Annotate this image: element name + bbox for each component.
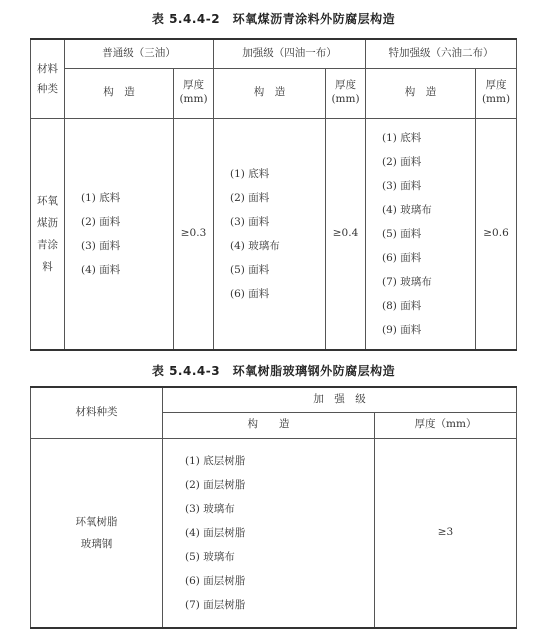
layer-item: (1) 底层树脂: [185, 454, 246, 467]
special-thickness: ≥0.6: [476, 118, 517, 350]
layer-item: (2) 面料: [382, 155, 422, 168]
header-construction-special: 构 造: [366, 68, 476, 118]
table1-coating-structure: [30, 38, 517, 351]
layer-item: (2) 面料: [230, 191, 270, 204]
layer-item: (4) 玻璃布: [382, 203, 432, 216]
header-construction-normal: 构 造: [65, 68, 174, 118]
header-thickness: 厚度（mm）: [375, 412, 517, 438]
layer-item: (2) 面层树脂: [185, 478, 246, 491]
layer-item: (3) 面料: [230, 215, 270, 228]
header-thickness-strengthened: 厚度 (mm): [326, 68, 366, 118]
layer-item: (1) 底料: [382, 131, 422, 144]
layer-item: (3) 玻璃布: [185, 502, 235, 515]
layer-item: (5) 玻璃布: [185, 550, 235, 563]
header-grade-strengthened: 加强级（四油一布）: [214, 39, 366, 68]
layer-item: (5) 面料: [382, 227, 422, 240]
layer-item: (3) 面料: [382, 179, 422, 192]
material-name: 环氧树脂 玻璃钢: [31, 438, 163, 628]
normal-layers: [65, 118, 174, 350]
layer-item: (4) 面料: [81, 263, 121, 276]
material-name: 环氧 煤沥 青涂 料: [31, 118, 65, 350]
header-thickness-normal: 厚度 (mm): [174, 68, 214, 118]
strengthened-layers: [214, 118, 326, 350]
normal-thickness: ≥0.3: [174, 118, 214, 350]
layer-item: (9) 面料: [382, 323, 422, 336]
special-layers: [366, 118, 476, 350]
layer-item: (1) 底料: [230, 167, 270, 180]
table2-frp-structure: [30, 386, 517, 629]
header-grade-strengthened: 加 强 级: [163, 387, 517, 412]
header-grade-special: 特加强级（六油二布）: [366, 39, 517, 68]
layer-item: (4) 玻璃布: [230, 239, 280, 252]
layer-item: (3) 面料: [81, 239, 121, 252]
header-material-type: 材料种类: [31, 387, 163, 438]
layer-item: (4) 面层树脂: [185, 526, 246, 539]
table2-title: 表 5.4.4-3 环氧树脂玻璃钢外防腐层构造: [151, 364, 396, 378]
header-construction: 构 造: [163, 412, 375, 438]
layer-item: (6) 面料: [230, 287, 270, 300]
strengthened-thickness: ≥0.4: [326, 118, 366, 350]
layer-item: (7) 玻璃布: [382, 275, 432, 288]
layer-item: (6) 面层树脂: [185, 574, 246, 587]
layer-item: (7) 面层树脂: [185, 598, 246, 611]
frp-thickness: ≥3: [375, 438, 517, 628]
frp-layers: [163, 438, 375, 628]
header-material-type: 材料 种类: [31, 39, 65, 118]
layer-item: (8) 面料: [382, 299, 422, 312]
layer-item: (2) 面料: [81, 215, 121, 228]
table1-title: 表 5.4.4-2 环氧煤沥青涂料外防腐层构造: [151, 12, 396, 26]
header-grade-normal: 普通级（三油）: [65, 39, 214, 68]
header-thickness-special: 厚度 (mm): [476, 68, 517, 118]
header-construction-strengthened: 构 造: [214, 68, 326, 118]
layer-item: (1) 底料: [81, 191, 121, 204]
layer-item: (6) 面料: [382, 251, 422, 264]
layer-item: (5) 面料: [230, 263, 270, 276]
